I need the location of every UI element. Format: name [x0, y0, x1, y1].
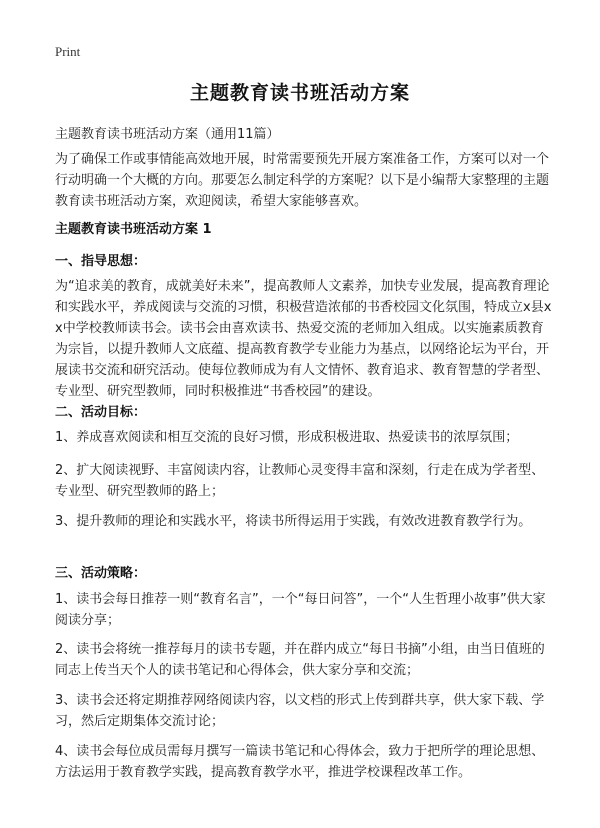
guiding-heading: 一、指导思想： [55, 254, 147, 269]
plan-heading: 主题教育读书班活动方案 1 [55, 222, 212, 237]
strategy-item-2: 2、读书会将统一推荐每月的读书专题，并在群内成立“每日书摘”小组，由当日值班的同志上传当天个人的读书笔记和心得体会，供大家分享和交流； [55, 642, 545, 678]
intro-paragraph: 为了确保工作或事情能高效地开展，时常需要预先开展方案准备工作，方案可以对一个行动明确一个大概的方向。那要怎么制定科学的方案呢？以下是小编帮大家整理的主题教育读书班活动方案，欢迎阅读，希望大家能够喜欢。 [55, 152, 550, 209]
strategy-item-3: 3、读书会还将定期推荐网络阅读内容，以文档的形式上传到群共享，供大家下载、学习，然后定期集体交流讨论； [55, 693, 545, 729]
guiding-paragraph: 为“追求美的教育，成就美好未来”，提高教师人文素养，加快专业发展，提高教育理论和实践水平，养成阅读与交流的习惯，积极营造浓郁的书香校园文化氛围，特成立x县xx中学校教师读书会。读书会由喜欢读书、热爱交流的老师加入组成。以实施素质教育为宗旨，以提升教师人文底蕴、提高教育教学专业能力为基点，以网络论坛为平台，开展读书交流和研究活动。使每位教师成为有人文情怀、教育追求、教育智慧的学者型、专业型、研究型教师，同时积极推进“书香校园”的建设。 [55, 279, 552, 399]
strategy-heading: 三、活动策略： [55, 566, 147, 581]
goal-item-1: 1、养成喜欢阅读和相互交流的良好习惯，形成积极进取、热爱读书的浓厚氛围； [55, 430, 519, 445]
strategy-item-1: 1、读书会每日推荐一则“教育名言”，一个“每日问答”，一个“人生哲理小故事”供大家阅读分享； [55, 592, 546, 628]
goal-item-2: 2、扩大阅读视野、丰富阅读内容，让教师心灵变得丰富和深刻，行走在成为学者型、专业型、研究型教师的路上； [55, 463, 545, 499]
print-label[interactable]: Print [55, 44, 81, 59]
goal-item-3: 3、提升教师的理论和实践水平，将读书所得运用于实践，有效改进教育教学行为。 [55, 514, 532, 529]
goals-heading: 二、活动目标： [55, 405, 147, 420]
document-subtitle: 主题教育读书班活动方案（通用11篇） [55, 127, 280, 142]
document-title: 主题教育读书班活动方案 [189, 82, 410, 104]
strategy-item-4: 4、读书会每位成员需每月撰写一篇读书笔记和心得体会，致力于把所学的理论思想、方法运用于教育教学实践，提高教育教学水平，推进学校课程改革工作。 [55, 744, 545, 780]
